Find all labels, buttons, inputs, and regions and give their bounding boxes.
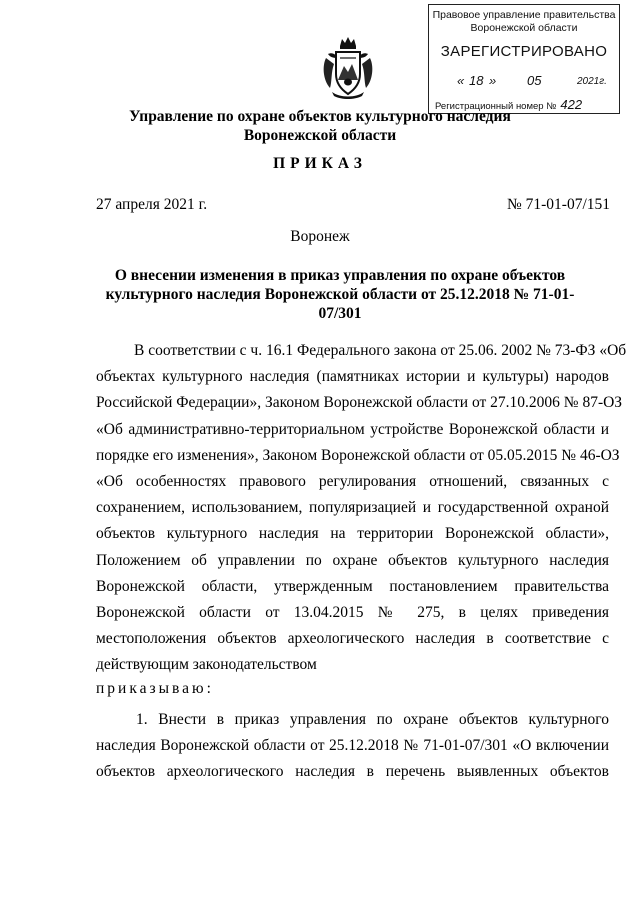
body-line: объектов культурного наследия на территории Воронежской области», (96, 525, 609, 543)
stamp-authority-line1: Правовое управление правительства (432, 9, 616, 21)
document-type-title: ПРИКАЗ (273, 155, 367, 172)
stamp-reg-number: 422 (560, 97, 583, 112)
body-line: «Об административно-территориальном устройстве Воронежской области и (96, 420, 609, 438)
stamp-date (429, 73, 619, 91)
subject-line: культурного наследия Воронежской области от 25.12.2018 № 71-01-07/301 (105, 286, 575, 322)
body-line: Воронежской области, утвержденным постановлением правительства (96, 577, 609, 595)
agency-name-line1: Управление по охране объектов культурного наследия (129, 108, 511, 125)
stamp-authority-line2: Воронежской области (470, 22, 578, 34)
item-line: объектов археологического наследия в перечень выявленных объектов (96, 763, 609, 781)
body-line: В соответствии с ч. 16.1 Федерального закона от 25.06. 2002 № 73-ФЗ «Об (134, 342, 627, 359)
stamp-status: ЗАРЕГИСТРИРОВАНО (440, 43, 608, 60)
body-line: объектах культурного наследия (памятниках истории и культуры) народов (96, 368, 609, 386)
stamp-reg-label: Регистрационный номер № (435, 101, 557, 112)
stamp-date-day: 18 (469, 73, 484, 88)
body-line: Российской Федерации», Законом Воронежской области от 27.10.2006 № 87-ОЗ (96, 394, 623, 412)
item-line: наследия Воронежской области от 25.12.2018 № 71-01-07/301 «О включении (96, 737, 609, 755)
body-line: Воронежской области от 13.04.2015 № 275, в целях приведения (96, 603, 609, 621)
item-line: 1. Внести в приказ управления по охране объектов культурного (136, 711, 609, 728)
body-line: действующим законодательством (96, 656, 317, 674)
document-date: 27 апреля 2021 г. (96, 196, 208, 213)
document-number: № 71-01-07/151 (506, 196, 610, 213)
agency-name-line2: Воронежской области (243, 127, 397, 144)
subject-line: О внесении изменения в приказ управления по охране объектов (114, 267, 566, 284)
body-line: порядке его изменения», Законом Воронежской области от 05.05.2015 № 46-ОЗ (96, 446, 620, 464)
order-item-1 (96, 707, 609, 786)
stamp-date-open-quote: « (457, 73, 465, 88)
body-line: «Об особенностях правового регулирования отношений, связанных с (96, 472, 609, 490)
body-line: сохранением, использованием, популяризацией и государственной охраной (96, 499, 609, 517)
document-body (96, 338, 627, 678)
stamp-date-month: 05 (527, 73, 542, 88)
document-subject (90, 266, 590, 323)
stamp-date-year: 2021г. (577, 76, 607, 87)
stamp-date-close-quote: » (489, 73, 497, 88)
document-city: Воронеж (290, 228, 350, 245)
registration-stamp (428, 4, 620, 114)
body-line: Положением об управлении по охране объектов культурного наследия (96, 551, 609, 569)
coat-of-arms-icon (318, 36, 378, 100)
order-word: приказываю: (96, 680, 214, 697)
body-line: местоположения объектов археологического наследия в соответствие с (96, 630, 609, 648)
